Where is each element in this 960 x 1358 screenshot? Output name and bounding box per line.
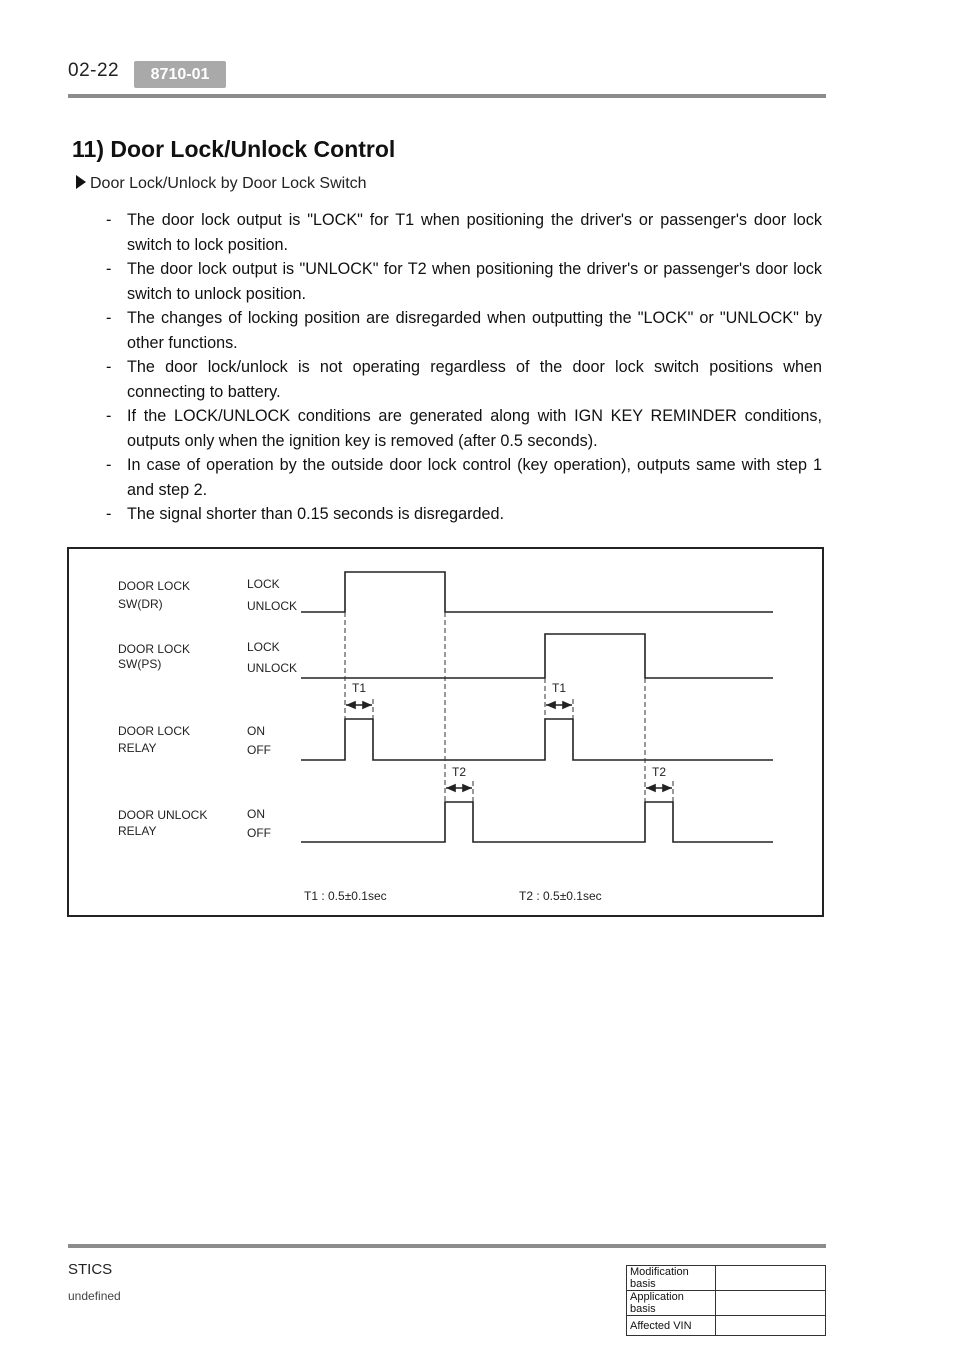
page-number: 02-22 — [68, 60, 120, 81]
triangle-bullet-icon — [76, 175, 86, 189]
list-item: - The signal shorter than 0.15 seconds is disregarded. — [106, 505, 505, 523]
signal-label-dr-line1: DOOR LOCK — [118, 579, 191, 593]
state-label-low: UNLOCK — [247, 661, 298, 675]
signal-label-lock-relay-line2: RELAY — [118, 741, 157, 755]
basis-table — [626, 1265, 826, 1336]
list-item: - If the LOCK/UNLOCK conditions are generated along with IGN KEY REMINDER conditions, outputs only when the ignition key is removed (after 0.5 seconds). — [106, 407, 822, 450]
state-label-high: LOCK — [247, 577, 280, 591]
signal-label-dr-line2: SW(DR) — [118, 597, 163, 611]
table-cell-value — [716, 1266, 826, 1291]
interval-label: T2 — [452, 765, 467, 779]
waveform-door-lock-relay — [301, 719, 773, 760]
footer-brand: STICS — [68, 1261, 113, 1278]
interval-label: T1 — [552, 681, 567, 695]
state-label-high: LOCK — [247, 640, 280, 654]
table-cell-value — [716, 1316, 826, 1336]
section-title: 11) Door Lock/Unlock Control — [72, 136, 396, 162]
list-item: - The door lock output is "UNLOCK" for T2 when positioning the driver's or passenger's door lock switch to unlock position. — [106, 260, 822, 303]
interval-label: T1 — [352, 681, 367, 695]
signal-label-unlock-relay-line2: RELAY — [118, 824, 157, 838]
section-code-badge: 8710-01 — [134, 61, 226, 88]
state-label-low: OFF — [247, 743, 271, 757]
timing-note: T2 : 0.5±0.1sec — [519, 889, 602, 903]
list-item: - The door lock output is "LOCK" for T1 when positioning the driver's or passenger's door lock switch to lock position. — [106, 211, 822, 254]
timing-diagram — [67, 547, 824, 917]
list-item: - The changes of locking position are disregarded when outputting the "LOCK" or "UNLOCK" by other functions. — [106, 309, 822, 352]
table-cell-label: Affected VIN — [627, 1316, 716, 1336]
footer-subtext: undefined — [68, 1289, 121, 1303]
waveform-door-lock-sw-dr — [301, 572, 773, 612]
signal-label-lock-relay-line1: DOOR LOCK — [118, 724, 191, 738]
table-cell-value — [716, 1291, 826, 1316]
state-label-low: OFF — [247, 826, 271, 840]
table-row — [627, 1266, 826, 1291]
waveform-door-unlock-relay — [301, 802, 773, 842]
table-row — [627, 1291, 826, 1316]
table-row — [627, 1316, 826, 1336]
table-cell-label: Application basis — [627, 1291, 716, 1316]
timing-note: T1 : 0.5±0.1sec — [304, 889, 387, 903]
list-item: - In case of operation by the outside door lock control (key operation), outputs same with step 1 and step 2. — [106, 456, 822, 499]
state-label-low: UNLOCK — [247, 599, 298, 613]
subheading — [76, 175, 367, 193]
header-divider — [68, 94, 826, 98]
footer-divider — [68, 1244, 826, 1248]
state-label-high: ON — [247, 724, 265, 738]
signal-label-unlock-relay-line1: DOOR UNLOCK — [118, 808, 208, 822]
subheading-text: Door Lock/Unlock by Door Lock Switch — [90, 175, 367, 192]
waveform-door-lock-sw-ps — [301, 634, 773, 678]
list-item: - The door lock/unlock is not operating regardless of the door lock switch positions when connecting to battery. — [106, 358, 822, 401]
description-list — [106, 208, 822, 527]
state-label-high: ON — [247, 807, 265, 821]
signal-label-ps-line2: SW(PS) — [118, 657, 162, 671]
signal-label-ps-line1: DOOR LOCK — [118, 642, 191, 656]
table-cell-label: Modification basis — [627, 1266, 716, 1291]
interval-label: T2 — [652, 765, 667, 779]
